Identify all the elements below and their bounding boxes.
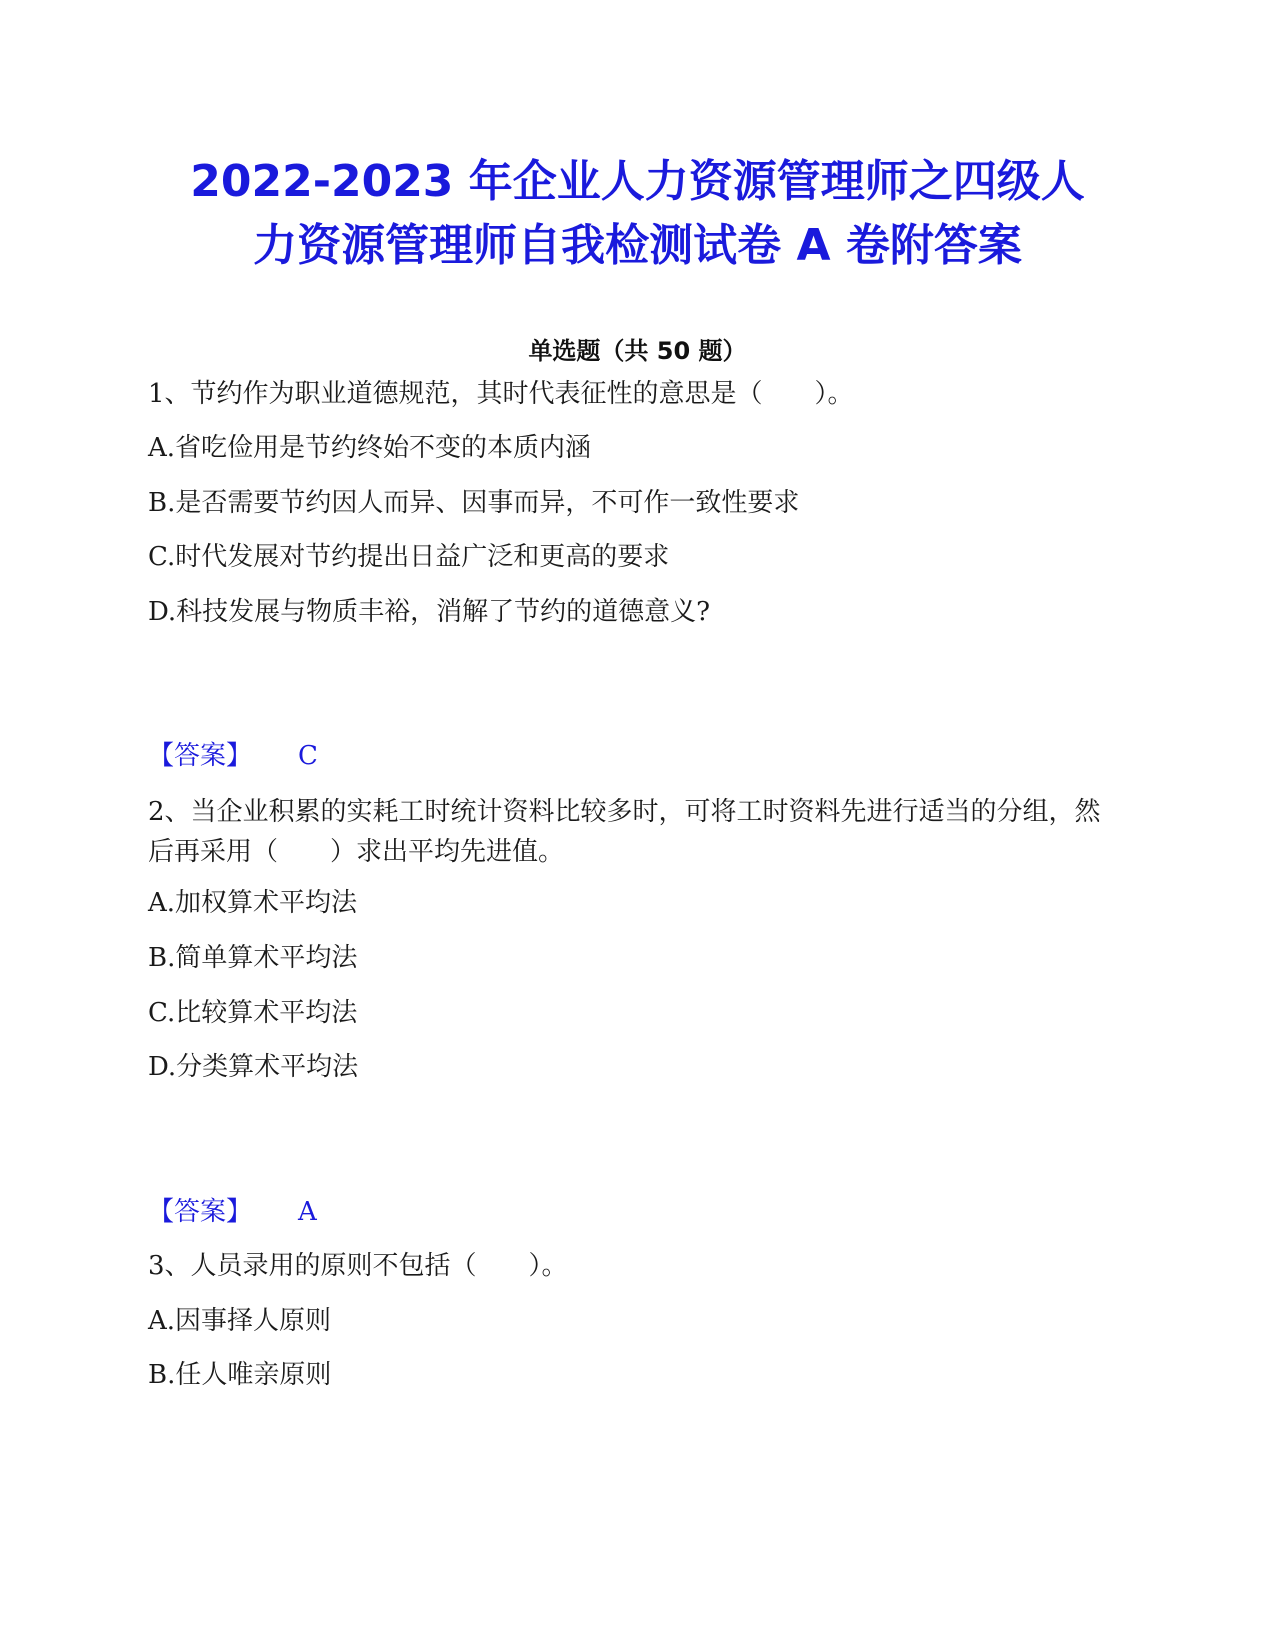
question-3-option-a: A.因事择人原则 [148,1306,332,1336]
question-2-option-b: B.简单算术平均法 [148,943,358,973]
question-1-option-c: C.时代发展对节约提出日益广泛和更高的要求 [148,542,670,572]
answer-value: A [298,1197,317,1227]
question-2-option-a: A.加权算术平均法 [148,888,358,918]
question-2-option-c: C.比较算术平均法 [148,998,358,1028]
question-1-option-d: D.科技发展与物质丰裕，消解了节约的道德意义? [148,597,711,627]
answer-label: 【答案】 [148,1197,253,1227]
answer-value: C [298,741,318,771]
question-2-answer [148,1195,317,1229]
answer-label: 【答案】 [148,741,253,771]
question-3-stem: 3、人员录用的原则不包括（ ）。 [148,1251,568,1281]
question-2-stem: 2、当企业积累的实耗工时统计资料比较多时，可将工时资料先进行适当的分组，然后再采用（ ）求出平均先进值。 [148,797,1101,867]
question-1-option-a: A.省吃俭用是节约终始不变的本质内涵 [148,433,592,463]
section-heading: 单选题（共 50 题） [528,337,747,365]
question-3-option-b: B.任人唯亲原则 [148,1360,332,1390]
question-1-answer [148,739,318,773]
document-title [140,150,1135,278]
question-2-option-d: D.分类算术平均法 [148,1052,359,1082]
question-1-stem: 1、节约作为职业道德规范，其时代表征性的意思是（ ）。 [148,379,854,409]
question-1-option-b: B.是否需要节约因人而异、因事而异，不可作一致性要求 [148,488,800,518]
title-line-1: 2022-2023 年企业人力资源管理师之四级人 [190,156,1085,207]
title-line-2: 力资源管理师自我检测试卷 A 卷附答案 [253,220,1022,271]
